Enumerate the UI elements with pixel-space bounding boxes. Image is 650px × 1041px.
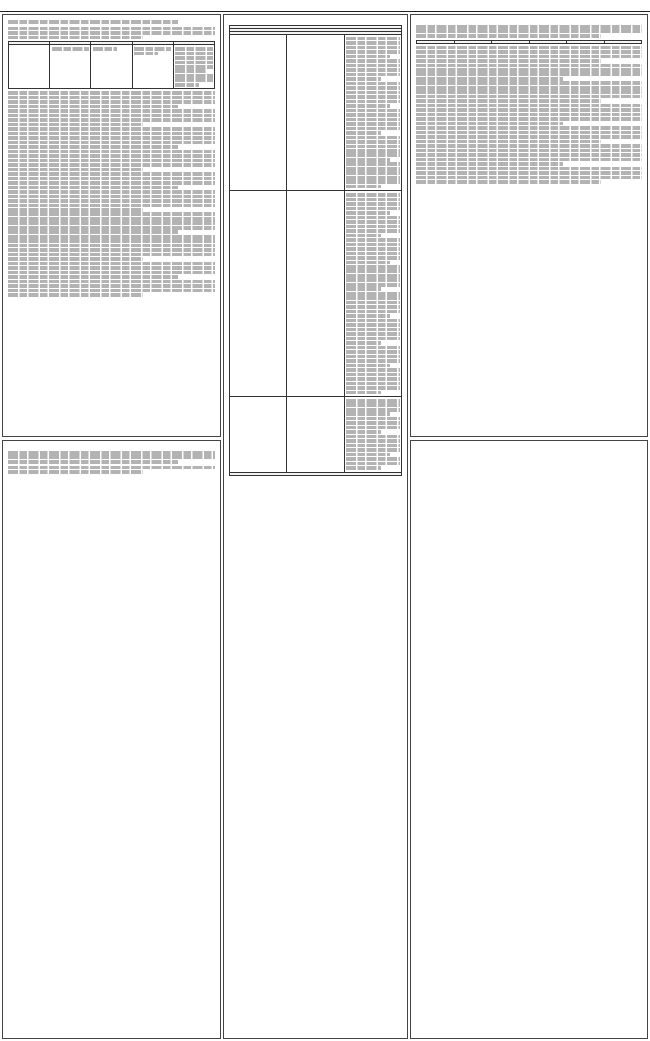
ad3-th bbox=[492, 40, 530, 43]
ad2-row-num bbox=[230, 191, 287, 397]
ad3-conditions bbox=[416, 46, 642, 184]
ad1-ref-line bbox=[8, 20, 178, 24]
ad2-procuring-details bbox=[230, 472, 402, 475]
ad-moha-eoi bbox=[223, 14, 408, 1039]
ad2-row-key bbox=[287, 35, 344, 191]
ad1-conditions bbox=[8, 91, 215, 296]
ad2-row-key bbox=[287, 191, 344, 397]
ad1-row-index bbox=[9, 45, 50, 89]
ad-finance-support-staff bbox=[410, 440, 648, 1039]
ad-fisheries-research bbox=[410, 14, 648, 437]
ad3-th bbox=[604, 40, 642, 43]
ad2-table bbox=[229, 25, 402, 476]
ad-finance-consultants bbox=[2, 440, 221, 1039]
ad3-th bbox=[417, 40, 455, 43]
ad-gas-fields-school bbox=[2, 14, 221, 437]
ad3-th bbox=[567, 40, 605, 43]
ad2-row-num bbox=[230, 35, 287, 191]
ad2-row-key bbox=[287, 397, 344, 473]
ad2-row16-text bbox=[344, 397, 401, 473]
ad3-th bbox=[529, 40, 567, 43]
ad2-row15-text bbox=[344, 191, 401, 397]
ad2-row-num bbox=[230, 397, 287, 473]
ad3-th bbox=[454, 40, 492, 43]
ad3-post-table bbox=[416, 40, 642, 44]
ad1-post-table bbox=[8, 41, 215, 89]
masthead bbox=[0, 0, 650, 12]
ad2-row14-text bbox=[344, 35, 401, 191]
